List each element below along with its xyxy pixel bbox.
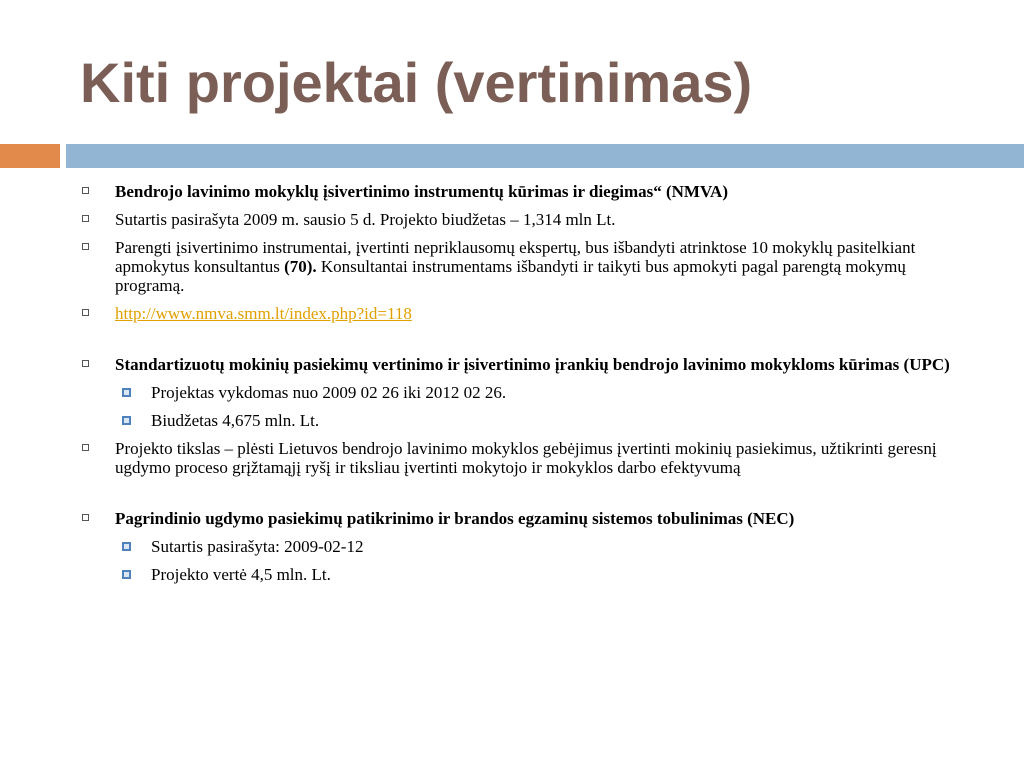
list-item-nec-title: [78, 509, 978, 528]
filled-square-bullet-icon: [122, 416, 131, 425]
square-bullet-icon: [82, 309, 89, 316]
sub-item-upc-budget: [78, 411, 978, 430]
item-text: Bendrojo lavinimo mokyklų įsivertinimo instrumentų kūrimas ir diegimas“ (NMVA): [115, 182, 728, 201]
list-item-nmva-link: [78, 304, 978, 323]
square-bullet-icon: [82, 360, 89, 367]
nmva-link[interactable]: http://www.nmva.smm.lt/index.php?id=118: [115, 304, 412, 323]
filled-square-bullet-icon: [122, 570, 131, 579]
list-item-upc-title: [78, 355, 978, 374]
spacer: [78, 486, 978, 509]
sub-item-text: Projektas vykdomas nuo 2009 02 26 iki 2012 02 26.: [151, 383, 507, 402]
item-text: Standartizuotų mokinių pasiekimų vertinimo ir įsivertinimo įrankių bendrojo lavinimo mokykloms kūrimas (UPC): [115, 355, 950, 374]
item-text-part-a: Parengti įsivertinimo instrumentai, įvertinti nepriklausomų ekspertų, bus išbandyti atrinktose 10 mokyklų pasitelkiant apmokytus konsultantus: [115, 238, 916, 276]
sub-item-text: Biudžetas 4,675 mln. Lt.: [151, 411, 320, 430]
sub-item-nec-value: [78, 565, 978, 584]
square-bullet-icon: [82, 187, 89, 194]
bullet-list: [78, 182, 978, 593]
sub-item-text: Sutartis pasirašyta: 2009-02-12: [151, 537, 364, 556]
sub-item-text: Projekto vertė 4,5 mln. Lt.: [151, 565, 331, 584]
filled-square-bullet-icon: [122, 388, 131, 397]
square-bullet-icon: [82, 215, 89, 222]
sub-item-nec-contract: [78, 537, 978, 556]
accent-bar: [0, 144, 60, 168]
slide-title: Kiti projektai (vertinimas): [80, 51, 753, 114]
list-item-nmva-title: [78, 182, 978, 201]
square-bullet-icon: [82, 444, 89, 451]
square-bullet-icon: [82, 243, 89, 250]
filled-square-bullet-icon: [122, 542, 131, 551]
item-text: Sutartis pasirašyta 2009 m. sausio 5 d. Projekto biudžetas – 1,314 mln Lt.: [115, 210, 616, 229]
spacer: [78, 332, 978, 355]
sub-item-upc-period: [78, 383, 978, 402]
item-text-bold: (70).: [284, 257, 317, 276]
item-text-part-b: Konsultantai instrumentams išbandyti ir taikyti bus apmokyti pagal parengtą mokymų programą.: [115, 257, 906, 295]
title-underline-bar: [66, 144, 1024, 168]
list-item-nmva-contract: [78, 210, 978, 229]
item-text: Projekto tikslas – plėsti Lietuvos bendrojo lavinimo mokyklos gebėjimus įvertinti mokinių pasiekimus, užtikrinti geresnį ugdymo proceso grįžtamąjį ryšį ir tiksliau įvertinti mokytojo ir mokyklos darbo efektyvumą: [115, 439, 937, 477]
item-text: Pagrindinio ugdymo pasiekimų patikrinimo ir brandos egzaminų sistemos tobulinimas (NEC): [115, 509, 795, 528]
list-item-upc-goal: [78, 439, 978, 477]
square-bullet-icon: [82, 514, 89, 521]
list-item-nmva-instruments: [78, 238, 978, 295]
